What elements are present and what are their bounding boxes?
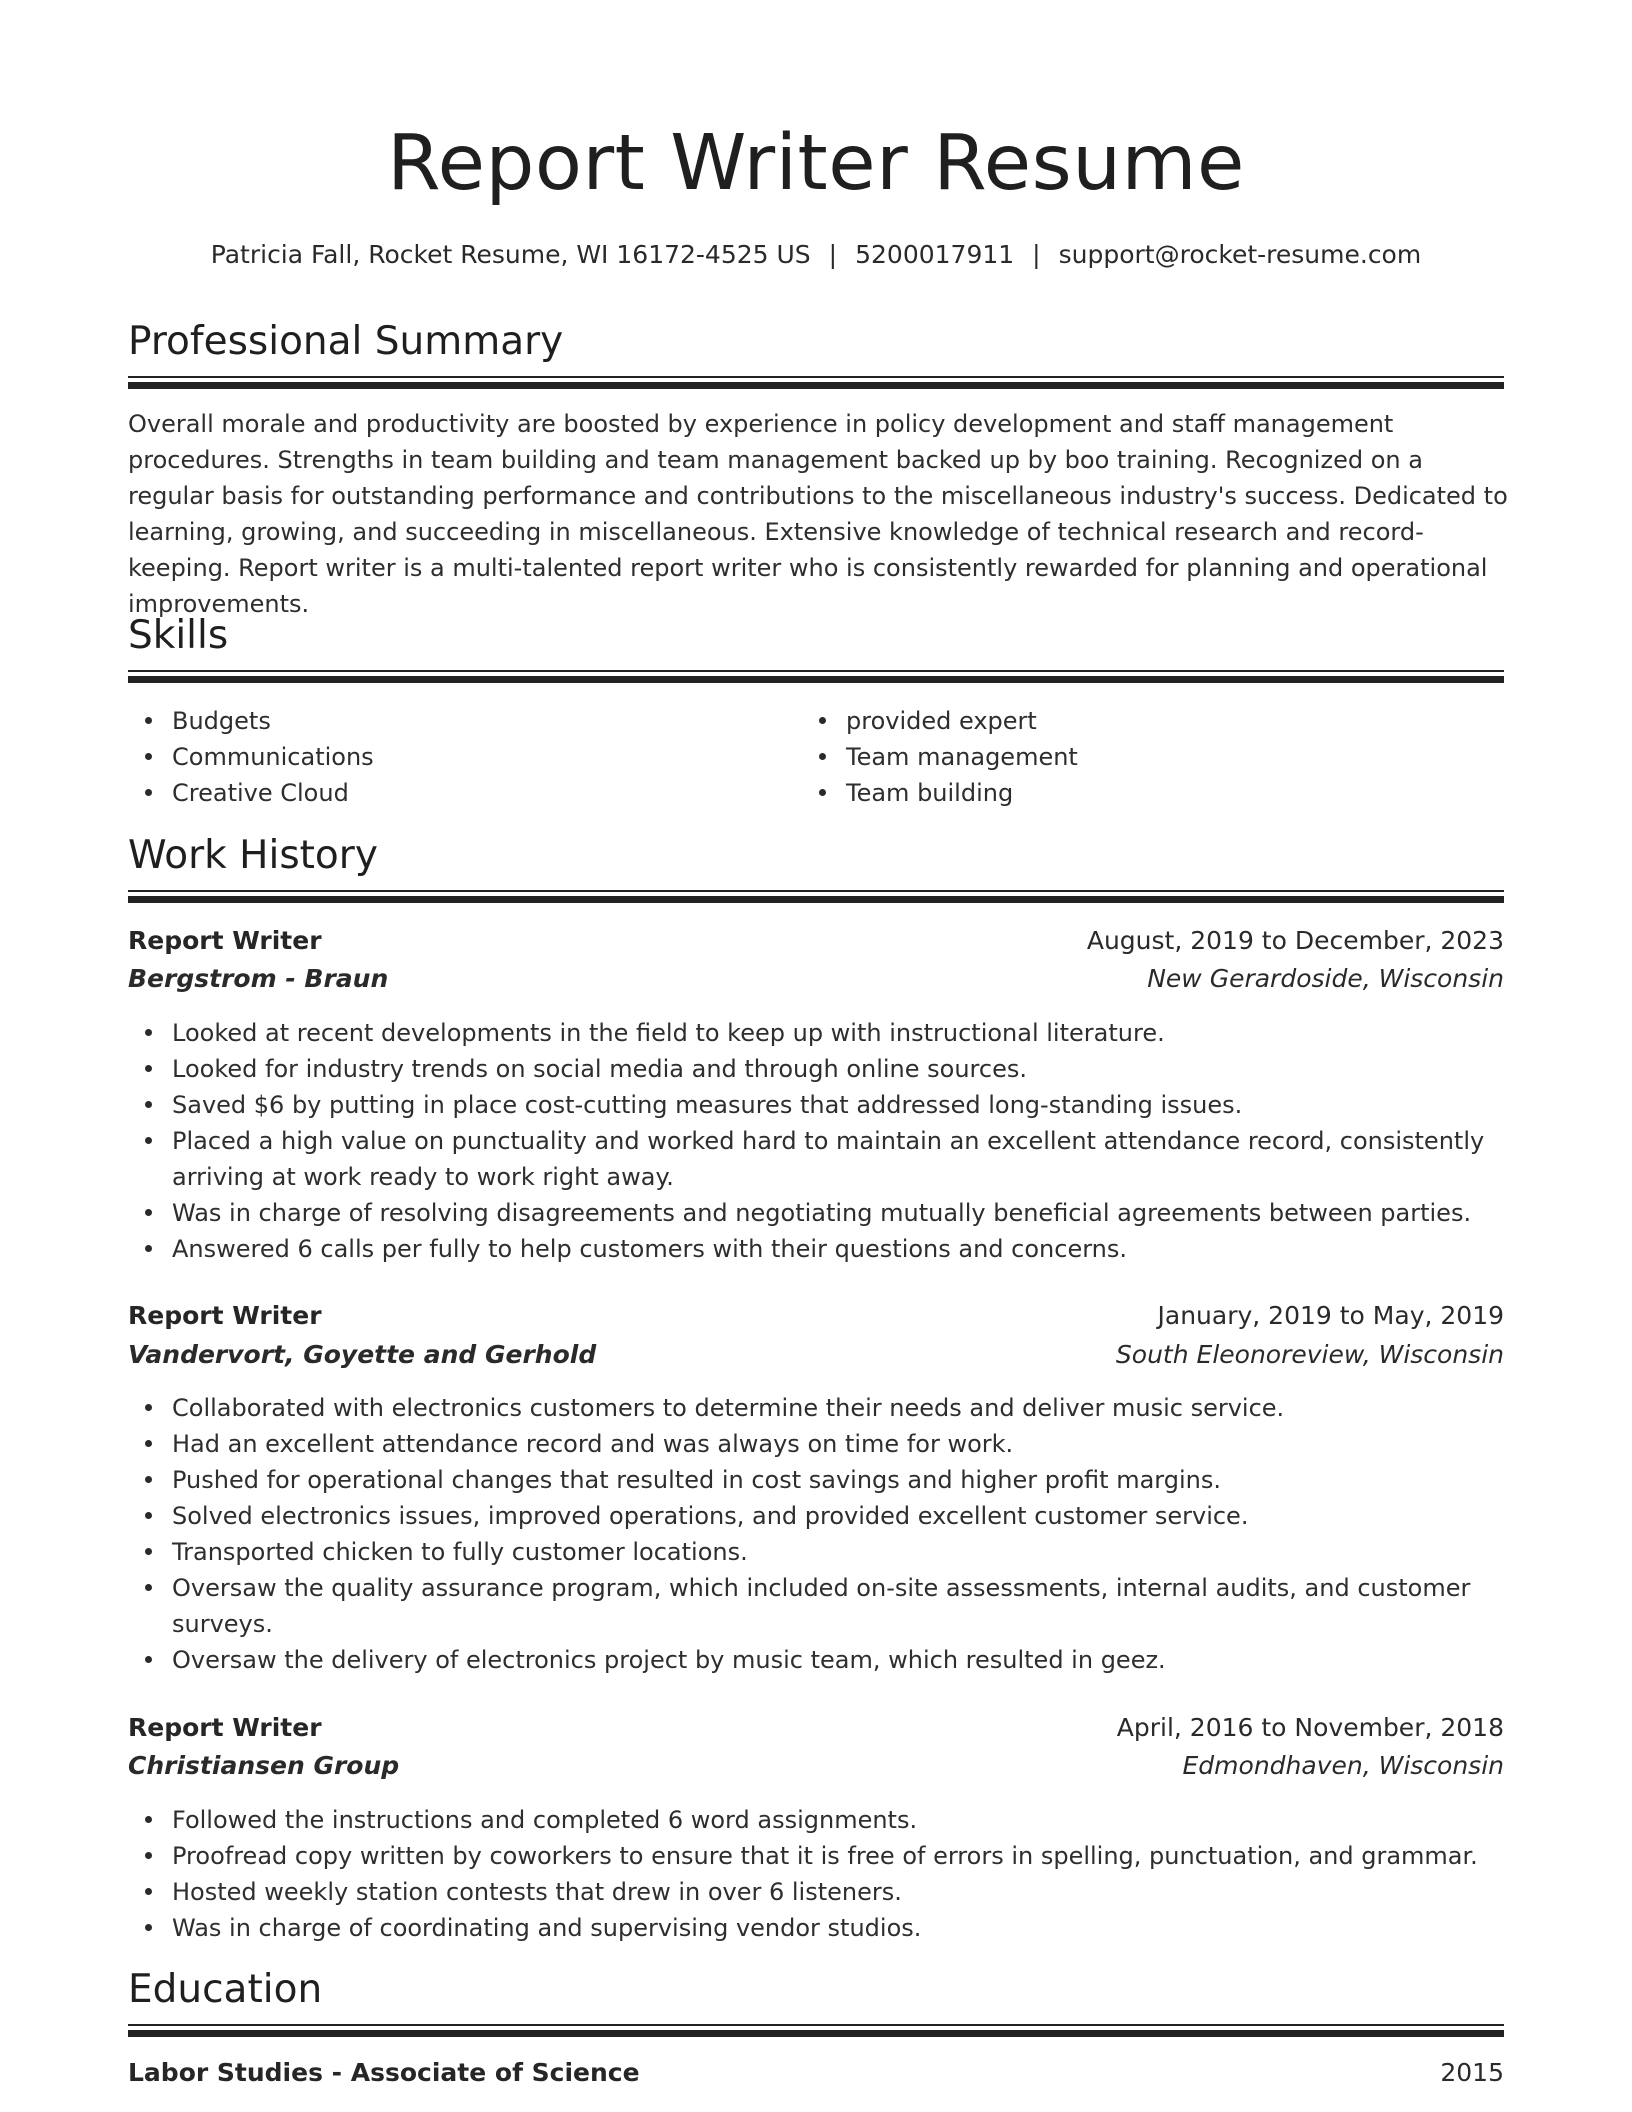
list-item: Team building — [846, 775, 1502, 811]
skills-section-header — [128, 612, 1504, 660]
section-heading-summary: Professional Summary — [128, 319, 564, 364]
section-heading-skills: Skills — [128, 613, 229, 658]
job-bullet-list — [128, 1390, 1504, 1678]
list-item: Looked at recent developments in the field to keep up with instructional literature. — [172, 1015, 1504, 1051]
contact-phone: 5200017911 — [855, 240, 1015, 269]
education-entry — [128, 2054, 1504, 2092]
job-subheader — [128, 960, 1504, 998]
contact-separator: | — [1032, 240, 1041, 269]
list-item: Oversaw the quality assurance program, which included on-site assessments, internal audits, and customer surveys. — [172, 1570, 1504, 1642]
section-heading-work: Work History — [128, 833, 378, 878]
list-item: Placed a high value on punctuality and worked hard to maintain an excellent attendance record, consistently arriving at work ready to work right away. — [172, 1123, 1504, 1195]
section-divider — [128, 890, 1504, 903]
skills-list-left — [128, 703, 788, 811]
skills-column-left — [128, 703, 788, 811]
list-item: Was in charge of resolving disagreements and negotiating mutually beneficial agreements between parties. — [172, 1195, 1504, 1231]
list-item: Creative Cloud — [172, 775, 788, 811]
contact-line — [0, 238, 1632, 272]
job-header — [128, 922, 1504, 960]
job-header — [128, 1297, 1504, 1335]
job-role: Report Writer — [128, 1713, 322, 1742]
job-bullets — [128, 1390, 1504, 1678]
list-item: Answered 6 calls per fully to help customers with their questions and concerns. — [172, 1231, 1504, 1267]
list-item: Communications — [172, 739, 788, 775]
skills-list-right — [802, 703, 1502, 811]
list-item: Had an excellent attendance record and was always on time for work. — [172, 1426, 1504, 1462]
list-item: Was in charge of coordinating and supervising vendor studios. — [172, 1910, 1504, 1946]
skills-column-right — [802, 703, 1502, 811]
job-dates: August, 2019 to December, 2023 — [1086, 926, 1504, 955]
job-bullets — [128, 1802, 1504, 1946]
list-item: Followed the instructions and completed 6 word assignments. — [172, 1802, 1504, 1838]
education-year: 2015 — [1440, 2058, 1504, 2087]
job-subheader — [128, 1336, 1504, 1374]
job-role: Report Writer — [128, 926, 322, 955]
list-item: Looked for industry trends on social media and through online sources. — [172, 1051, 1504, 1087]
job-header — [128, 1709, 1504, 1747]
list-item: Proofread copy written by coworkers to ensure that it is free of errors in spelling, punctuation, and grammar. — [172, 1838, 1504, 1874]
education-section-header — [128, 1966, 1504, 2014]
list-item: Hosted weekly station contests that drew in over 6 listeners. — [172, 1874, 1504, 1910]
list-item: Saved $6 by putting in place cost-cutting measures that addressed long-standing issues. — [172, 1087, 1504, 1123]
job-company: Bergstrom - Braun — [128, 964, 389, 993]
job-bullets — [128, 1015, 1504, 1267]
job-location: Edmondhaven, Wisconsin — [1182, 1751, 1504, 1780]
list-item: Collaborated with electronics customers to determine their needs and deliver music service. — [172, 1390, 1504, 1426]
education-degree: Labor Studies - Associate of Science — [128, 2058, 640, 2087]
contact-address: Patricia Fall, Rocket Resume, WI 16172-4525 US — [210, 240, 811, 269]
job-role: Report Writer — [128, 1301, 322, 1330]
job-company: Christiansen Group — [128, 1751, 400, 1780]
contact-separator: | — [828, 240, 838, 269]
job-location: New Gerardoside, Wisconsin — [1147, 964, 1504, 993]
job-company: Vandervort, Goyette and Gerhold — [128, 1340, 597, 1369]
section-divider — [128, 376, 1504, 389]
work-section-header — [128, 832, 1504, 880]
section-divider — [128, 2024, 1504, 2037]
resume-title: Report Writer Resume — [387, 119, 1245, 208]
contact-email: support@rocket-resume.com — [1058, 240, 1422, 269]
summary-section-header — [128, 318, 1504, 366]
job-dates: January, 2019 to May, 2019 — [1157, 1301, 1504, 1330]
job-bullet-list — [128, 1802, 1504, 1946]
job-location: South Eleonoreview, Wisconsin — [1115, 1340, 1504, 1369]
job-subheader — [128, 1747, 1504, 1785]
list-item: Team management — [846, 739, 1502, 775]
list-item: Transported chicken to fully customer locations. — [172, 1534, 1504, 1570]
list-item: provided expert — [846, 703, 1502, 739]
list-item: Budgets — [172, 703, 788, 739]
job-bullet-list — [128, 1015, 1504, 1267]
section-heading-education: Education — [128, 1967, 323, 2012]
list-item: Pushed for operational changes that resulted in cost savings and higher profit margins. — [172, 1462, 1504, 1498]
list-item: Solved electronics issues, improved operations, and provided excellent customer service. — [172, 1498, 1504, 1534]
section-divider — [128, 670, 1504, 683]
job-dates: April, 2016 to November, 2018 — [1116, 1713, 1504, 1742]
summary-text: Overall morale and productivity are boosted by experience in policy development and staff management procedures. Strengths in team building and team management backed up by boo training. Recognized on a regular basis for outstanding performance and contributions to the miscellaneous industry's success. Dedicated to learning, growing, and succeeding in miscellaneous. Extensive knowledge of technical research and record-keeping. Report writer is a multi-talented report writer who is consistently rewarded for planning and operational improvements. — [128, 410, 1508, 618]
list-item: Oversaw the delivery of electronics project by music team, which resulted in geez. — [172, 1642, 1504, 1678]
